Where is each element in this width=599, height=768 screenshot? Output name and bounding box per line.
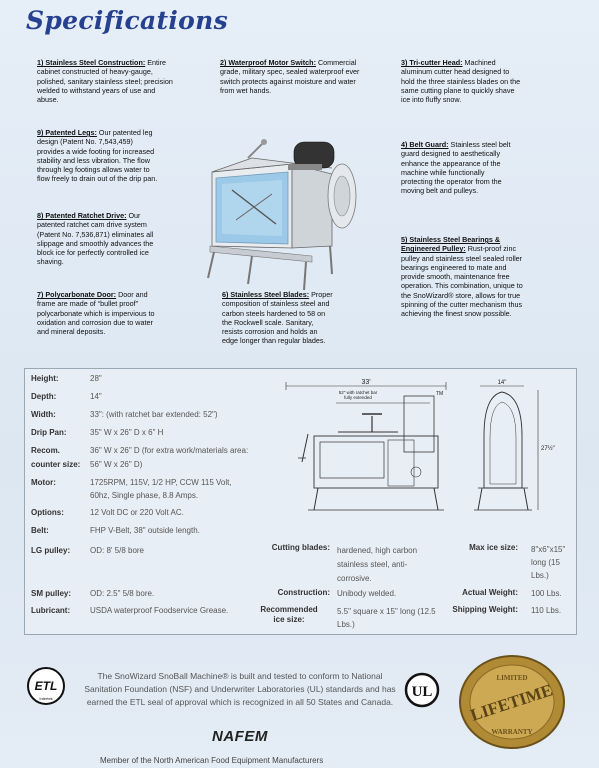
counter-value-line2: 56" W x 26" D): [90, 460, 143, 469]
spec-bearings-pulley: [401, 235, 531, 319]
max-ice-value-line1: 8"x6"x15": [531, 545, 566, 554]
spec-heading: 5) Stainless Steel Bearings & Engineered Pulley:: [401, 235, 501, 254]
spec-heading: 1) Stainless Steel Construction:: [37, 58, 146, 67]
rec-ice-label-line1: Recommended: [260, 605, 318, 614]
belt-value: FHP V-Belt, 38" outside length.: [90, 526, 200, 535]
spec-body: Door and frame are made of “bullet proof” polycarbonate which is impervious to oxidation and corrosion due to water and mineral deposits.: [37, 290, 155, 337]
spec-tri-cutter: [401, 58, 521, 104]
spec-body: Entire cabinet constructed of heavy-gauge, polished, sanitary stainless steel; precision welded to withstand years of use and abuse.: [37, 58, 173, 105]
construction-label: Construction:: [277, 588, 330, 597]
rec-ice-value-line1: 5.5" square x 15" long (12.5: [337, 607, 436, 616]
etl-listed-logo: [26, 666, 66, 706]
cutting-blades-value-line3: corrosive.: [337, 574, 372, 583]
shipping-weight-label: Shipping Weight:: [452, 605, 518, 614]
max-ice-value-line3: Lbs.): [531, 571, 549, 580]
belt-label: Belt:: [31, 526, 49, 535]
ul-text: UL: [411, 684, 433, 700]
lubricant-value: USDA waterproof Foodservice Grease.: [90, 606, 229, 615]
options-value: 12 Volt DC or 220 Volt AC.: [90, 508, 184, 517]
spec-ratchet-drive: [37, 211, 161, 267]
spec-heading: 4) Belt Guard:: [401, 140, 449, 149]
drip-pan-label: Drip Pan:: [31, 428, 67, 437]
ratchet-note-line1: 52" with ratchet bar: [338, 390, 378, 395]
counter-label-line1: Recom.: [31, 446, 60, 455]
spec-heading: 9) Patented Legs:: [37, 128, 97, 137]
spec-body: Commercial grade, military spec, sealed waterproof ever switch protects against moisture and water from wet hands.: [220, 58, 360, 95]
motor-value-line2: 60hz, Single phase, 8.8 Amps.: [90, 491, 199, 500]
spec-body: Rust-proof zinc pulley and stainless steel sealed roller bearings engineered to mate and provide smooth, maintenance free operation. This combination, unique to the SnoWizard® store, allows for true spinning of the cutter mechanism thus achieving the finest snow possible.: [401, 244, 523, 319]
spec-body: Proper composition of stainless steel and carbon steels hardened to 58 on the Rockwell scale. Sanitary, resists corrosion and holds an edge longer than regular blades.: [222, 290, 333, 346]
shipping-weight-value: 110 Lbs.: [531, 606, 562, 615]
certification-statement: The SnoWizard SnoBall Machine® is built and tested to conform to National Sanitation Foundation (NSF) and Underwriter Laboratories (UL) standards and has earned the ETL seal of approval which is recognized in all 50 States and Canada.: [84, 671, 396, 707]
lifetime-warranty-seal: [456, 652, 568, 752]
spec-heading: 3) Tri-cutter Head:: [401, 58, 463, 67]
rec-ice-value-line2: Lbs.): [337, 620, 355, 629]
spec-belt-guard: [401, 140, 515, 196]
nafem-logo: NAFEM: [212, 728, 268, 745]
height-value: 28": [90, 374, 102, 383]
max-ice-label: Max ice size:: [469, 543, 518, 552]
spec-body: Our patented ratchet cam drive system (Patent No. 7,536,871) eliminates all slippage and smoothly advances the block ice for perfectly controlled ice shaving.: [37, 211, 154, 267]
actual-weight-value: 100 Lbs.: [531, 589, 562, 598]
lubricant-label: Lubricant:: [31, 606, 71, 615]
depth-dimension: 14": [497, 380, 507, 386]
sm-pulley-label: SM pulley:: [31, 589, 72, 598]
width-value: 33": (with ratchet bar extended: 52"): [90, 410, 218, 419]
spec-body: Machined aluminum cutter head designed to hold the three stainless blades on the same cutting plane to quickly shave ice into fluffy snow.: [401, 58, 521, 105]
machine-illustration: [192, 128, 362, 296]
seal-lifetime: LIFETIME: [468, 680, 555, 725]
ratchet-note-line2: fully extended: [344, 395, 372, 400]
spec-stainless-blades: [222, 290, 334, 346]
spec-heading: 6) Stainless Steel Blades:: [222, 290, 310, 299]
spec-stainless-construction: [37, 58, 177, 104]
options-label: Options:: [31, 508, 64, 517]
lg-pulley-label: LG pulley:: [31, 546, 71, 555]
etl-sub-text: Intertek: [39, 696, 53, 701]
spec-heading: 2) Waterproof Motor Switch:: [220, 58, 316, 67]
motor-label: Motor:: [31, 478, 56, 487]
spec-body: Stainless steel belt guard designed to aesthetically enhance the appearance of the machine while functionally protecting the operator from the moving belt and pulleys.: [401, 140, 511, 196]
counter-label-line2: counter size:: [31, 460, 81, 469]
trademark-mark: TM: [436, 391, 444, 397]
sm-pulley-value: OD: 2.5" 5/8 bore.: [90, 589, 155, 598]
seal-warranty: WARRANTY: [491, 728, 533, 736]
max-ice-value-line2: long (15: [531, 558, 560, 567]
seal-limited: LIMITED: [496, 674, 528, 682]
spec-patented-legs: [37, 128, 159, 184]
depth-value: 14": [90, 392, 102, 401]
cutting-blades-value-line1: hardened, high carbon: [337, 546, 418, 555]
width-label: Width:: [31, 410, 56, 419]
spec-body: Our patented leg design (Patent No. 7,543,459) provides a wide footing for increased stability and less vibration. The flow through leg footings allows water to flow freely to drain out of the drip pan.: [37, 128, 158, 184]
rec-ice-label-line2: ice size:: [273, 615, 305, 624]
lg-pulley-value: OD: 8' 5/8 bore: [90, 546, 144, 555]
cutting-blades-value-line2: stainless steel, anti-: [337, 560, 408, 569]
nafem-membership: Member of the North American Food Equipment Manufacturers: [100, 756, 324, 765]
width-dimension: 33': [361, 379, 371, 386]
height-label: Height:: [31, 374, 59, 383]
construction-value: Unibody welded.: [337, 589, 397, 598]
etl-text: ETL: [34, 679, 58, 693]
spec-motor-switch: [220, 58, 368, 95]
page-title: Specifications: [26, 6, 229, 35]
depth-label: Depth:: [31, 392, 57, 401]
spec-heading: 8) Patented Ratchet Drive:: [37, 211, 127, 220]
counter-value-line1: 36" W x 26" D (for extra work/materials area:: [90, 446, 249, 455]
cutting-blades-label: Cutting blades:: [271, 543, 330, 552]
actual-weight-label: Actual Weight:: [462, 588, 518, 597]
motor-value-line1: 1725RPM, 115V, 1/2 HP, CCW 115 Volt,: [90, 478, 232, 487]
height-dimension: 27½": [541, 446, 555, 452]
ul-listed-logo: [404, 672, 440, 708]
technical-drawing: [278, 376, 568, 526]
spec-polycarbonate-door: [37, 290, 159, 336]
drip-pan-value: 35" W x 26" D x 6" H: [90, 428, 164, 437]
spec-heading: 7) Polycarbonate Door:: [37, 290, 117, 299]
